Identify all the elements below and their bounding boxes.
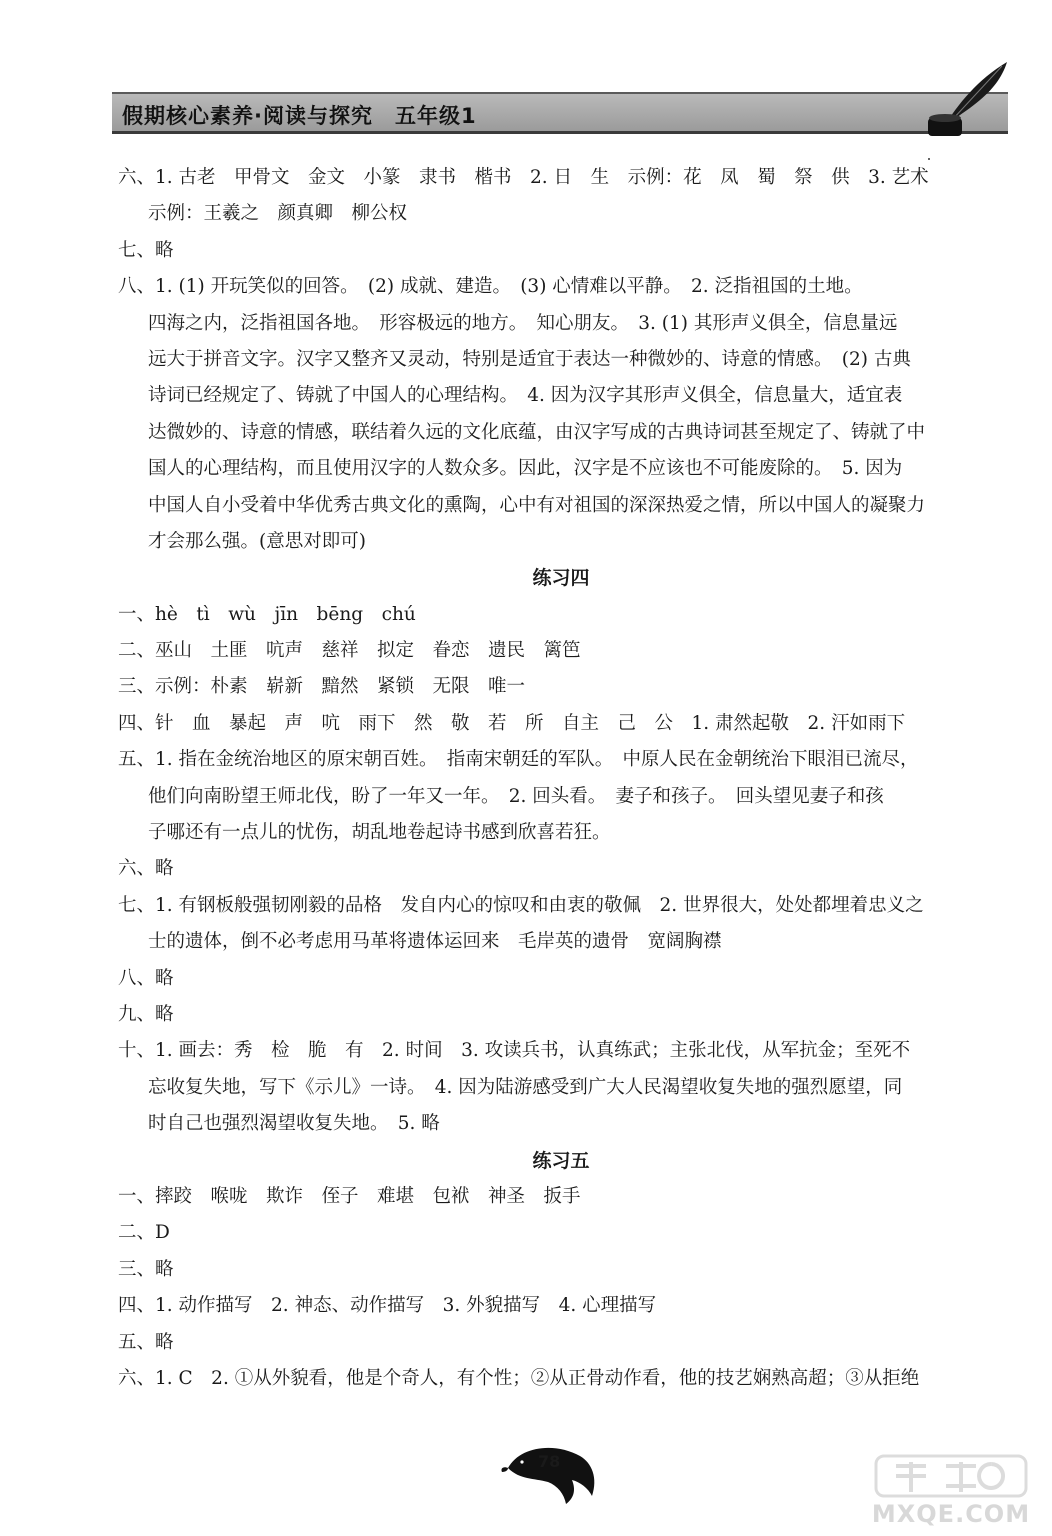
answer-line: 一、hè tì wù jīn bēng chú <box>118 603 416 625</box>
answer-line: 四海之内，泛指祖国各地。 形容极远的地方。 知心朋友。 3. (1) 其形声义俱全，信息量远 <box>148 312 898 334</box>
answer-line: 时自己也强烈渴望收复失地。 5. 略 <box>148 1113 440 1135</box>
answer-line: 七、略 <box>118 239 174 261</box>
answer-line: 八、略 <box>118 967 174 989</box>
dolphin-icon <box>500 1438 610 1508</box>
answer-line: 才会那么强。(意思对即可) <box>148 530 366 552</box>
quill-inkwell-icon <box>922 60 1012 140</box>
answer-line: 二、D <box>118 1222 170 1244</box>
answer-line: 五、1. 指在金统治地区的原宋朝百姓。 指南宋朝廷的军队。 中原人民在金朝统治下眼泪已流尽， <box>118 749 919 771</box>
answer-line: 六、略 <box>118 858 174 880</box>
answer-line: 远大于拼音文字。汉字又整齐又灵动，特别是适宜于表达一种微妙的、诗意的情感。 (2) 古典 <box>148 348 911 370</box>
answer-line: 忘收复失地，写下《示儿》一诗。 4. 因为陆游感受到广大人民渴望收复失地的强烈愿望，同 <box>148 1076 903 1098</box>
answer-line: 诗词已经规定了、铸就了中国人的心理结构。 4. 因为汉字其形声义俱全，信息量大，适宜表 <box>148 385 903 407</box>
answer-line: 示例：王羲之 颜真卿 柳公权 <box>148 203 408 225</box>
page-header-title: 假期核心素养·阅读与探究 五年级1 <box>122 104 477 128</box>
section-title: 练习四 <box>532 567 590 590</box>
answer-line: 四、1. 动作描写 2. 神态、动作描写 3. 外貌描写 4. 心理描写 <box>118 1295 657 1317</box>
answer-line: 二、巫山 土匪 吭声 慈祥 拟定 眷恋 遗民 篱笆 <box>118 640 581 662</box>
answer-line: 六、1. C 2. ①从外貌看，他是个奇人，有个性；②从正骨动作看，他的技艺娴熟高超；③从拒绝 <box>118 1367 920 1389</box>
section-title: 练习五 <box>532 1149 590 1172</box>
answer-content <box>118 160 1004 1397</box>
answer-line: 子哪还有一点儿的忧伤，胡乱地卷起诗书感到欣喜若狂。 <box>148 822 611 844</box>
watermark-logo <box>866 1452 1036 1502</box>
answer-line: 他们向南盼望王师北伐，盼了一年又一年。 2. 回头看。 妻子和孩子。 回头望见妻子和孩 <box>148 785 884 807</box>
answer-line: 五、略 <box>118 1331 174 1353</box>
answer-line: 六、1. 古老 甲骨文 金文 小篆 隶书 楷书 2. 日 生 示例：花 凤 蜀 祭 供 3. 艺术 <box>118 167 929 188</box>
answer-line: 国人的心理结构，而且使用汉字的人数众多。因此，汉字是不应该也不可能废除的。 5. 因为 <box>148 458 903 480</box>
answer-line: 四、针 血 暴起 声 吭 雨下 然 敬 若 所 自主 己 公 1. 肃然起敬 2. 汗如雨下 <box>118 712 906 734</box>
answer-line: 达微妙的、诗意的情感，联结着久远的文化底蕴，由汉字写成的古典诗词甚至规定了、铸就了中 <box>148 421 926 443</box>
answer-line: 三、略 <box>118 1258 174 1280</box>
watermark <box>866 1452 1036 1532</box>
answer-line: 一、摔跤 喉咙 欺诈 侄子 难堪 包袱 神圣 扳手 <box>118 1185 581 1207</box>
answer-line: 九、略 <box>118 1003 174 1025</box>
watermark-text: MXQE.COM <box>871 1500 1031 1528</box>
answer-line: 八、1. (1) 开玩笑似的回答。 (2) 成就、建造。 (3) 心情难以平静。 2. 泛指祖国的土地。 <box>118 276 863 298</box>
answer-line: 十、1. 画去：秀 检 脆 有 2. 时间 3. 攻读兵书，认真练武；主张北伐，从军抗金；至死不 <box>118 1040 911 1062</box>
answer-line: 七、1. 有钢板般强韧刚毅的品格 发自内心的惊叹和由衷的敬佩 2. 世界很大，处处都埋着忠义之 <box>118 894 924 916</box>
answer-line: 中国人自小受着中华优秀古典文化的熏陶，心中有对祖国的深深热爱之情，所以中国人的凝聚力 <box>148 494 926 516</box>
answer-line: 三、示例：朴素 崭新 黯然 紧锁 无限 唯一 <box>118 676 526 698</box>
page-number: 78 <box>538 1452 561 1471</box>
answer-line: 士的遗体，倒不必考虑用马革将遗体运回来 毛岸英的遗骨 宽阔胸襟 <box>148 931 722 953</box>
